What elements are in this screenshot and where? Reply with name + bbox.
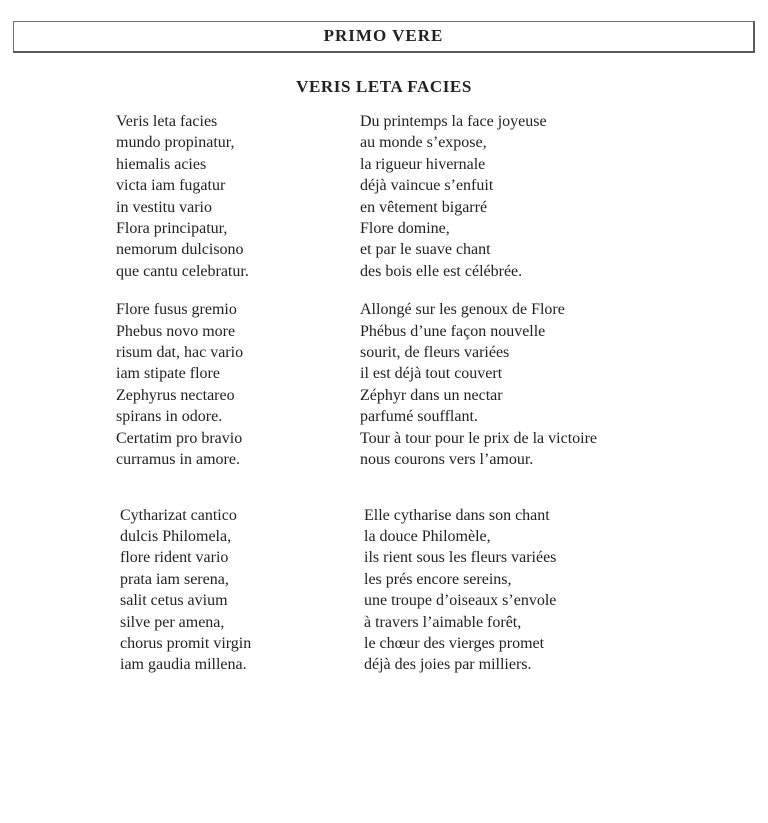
poem-line: Flora principatur, <box>116 220 228 238</box>
poem-line: silve per amena, <box>120 613 225 631</box>
stanza-latin-column <box>116 111 360 282</box>
poem-line: le chœur des vierges promet <box>364 634 545 652</box>
poem-line: risum dat, hac vario <box>116 344 244 362</box>
poem-line: iam stipate flore <box>116 365 220 383</box>
poem-title: VERIS LETA FACIES <box>296 77 472 96</box>
poem-line: au monde s’expose, <box>360 134 487 152</box>
poem-line: salit cetus avium <box>120 592 228 610</box>
poem-line: Zephyrus nectareo <box>116 386 235 404</box>
poem-line: in vestitu vario <box>116 198 212 216</box>
poem-line: Elle cytharise dans son chant <box>364 506 550 524</box>
poem-line: Phebus novo more <box>116 322 236 340</box>
poem-line: Veris leta facies <box>116 113 218 130</box>
stanza-latin-column <box>116 299 360 470</box>
stanza <box>116 505 768 676</box>
poem-line: Zéphyr dans un nectar <box>360 386 503 404</box>
poem-line: prata iam serena, <box>120 570 229 588</box>
poem-line: des bois elle est célébrée. <box>360 262 523 280</box>
poem-line: à travers l’aimable forêt, <box>364 613 522 631</box>
poem-line: spirans in odore. <box>116 408 223 426</box>
poem-line: victa iam fugatur <box>116 177 226 195</box>
poem-line: flore rident vario <box>120 549 229 567</box>
section-banner <box>13 21 755 53</box>
poem-line: Flore domine, <box>360 220 450 238</box>
poem-line: Du printemps la face joyeuse <box>360 113 547 130</box>
poem-line: mundo propinatur, <box>116 134 235 152</box>
poem-line: nemorum dulcisono <box>116 241 244 259</box>
poem-line: sourit, de fleurs variées <box>360 344 510 362</box>
stanza-french-column <box>360 299 740 470</box>
document-page <box>0 21 768 823</box>
poem-line: déjà des joies par milliers. <box>364 656 532 674</box>
poem-line: Tour à tour pour le prix de la victoire <box>360 429 598 447</box>
poem-line: déjà vaincue s’enfuit <box>360 177 494 195</box>
stanza-french-column <box>364 505 744 676</box>
poem-line: ils rient sous les fleurs variées <box>364 549 557 567</box>
poem-line: chorus promit virgin <box>120 634 252 652</box>
section-title: PRIMO VERE <box>323 26 444 45</box>
poem-line: Cytharizat cantico <box>120 506 237 524</box>
poem-line: une troupe d’oiseaux s’envole <box>364 592 557 610</box>
poem-line: la douce Philomèle, <box>364 527 491 545</box>
poem-line: iam gaudia millena. <box>120 656 247 674</box>
poem-line: en vêtement bigarré <box>360 198 488 216</box>
poem-line: curramus in amore. <box>116 451 240 469</box>
stanza-latin-column <box>120 505 364 676</box>
poem-line: Allongé sur les genoux de Flore <box>360 301 565 319</box>
poem-line: les prés encore sereins, <box>364 570 512 588</box>
poem-line: parfumé soufflant. <box>360 408 478 426</box>
poem-line: et par le suave chant <box>360 241 491 259</box>
poem-line: hiemalis acies <box>116 155 207 173</box>
poem-line: la rigueur hivernale <box>360 155 486 173</box>
stanza <box>116 111 768 282</box>
poem-line: Phébus d’une façon nouvelle <box>360 322 546 340</box>
poem-line: nous courons vers l’amour. <box>360 451 534 469</box>
poem-line: Flore fusus gremio <box>116 301 237 319</box>
stanza-french-column <box>360 111 740 282</box>
stanza <box>116 299 768 470</box>
poem-line: que cantu celebratur. <box>116 262 249 280</box>
poem-line: Certatim pro bravio <box>116 429 243 447</box>
poem-body <box>0 111 768 676</box>
poem-line: dulcis Philomela, <box>120 527 232 545</box>
poem-line: il est déjà tout couvert <box>360 365 503 383</box>
